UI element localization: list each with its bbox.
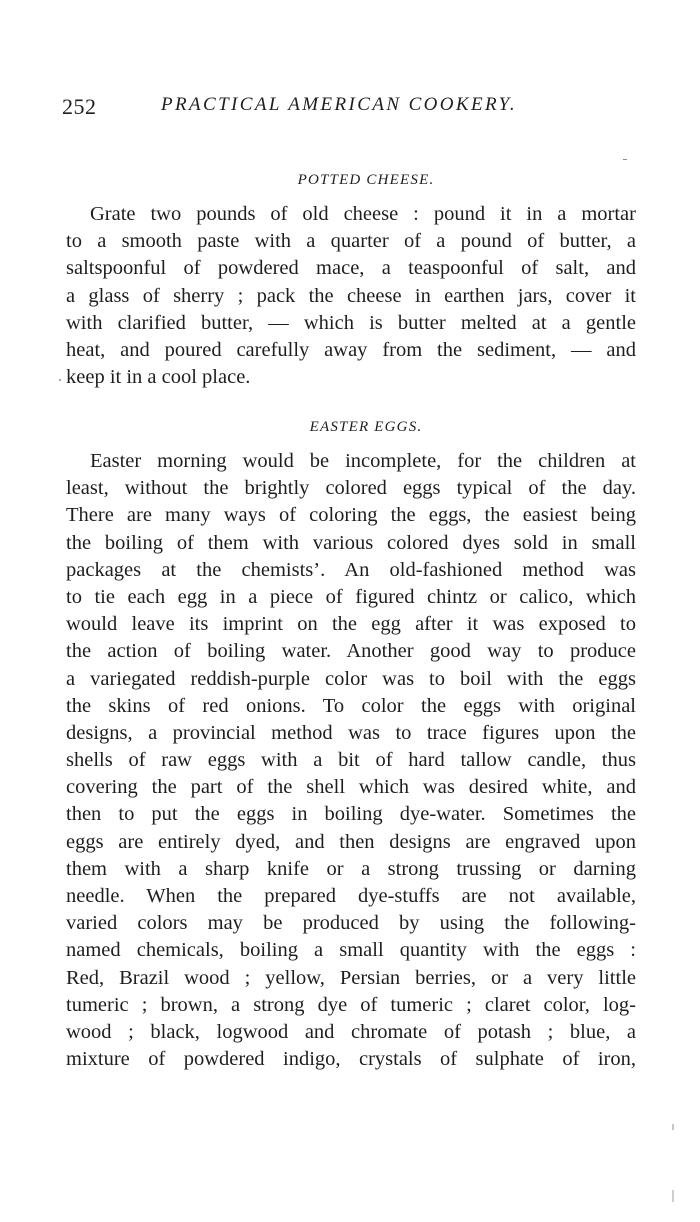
print-speck (623, 159, 627, 160)
running-title: PRACTICAL AMERICAN COOKERY. (161, 94, 517, 115)
text-line: wood ; black, logwood and chromate of potash ; blue, a (66, 1020, 636, 1043)
section-heading-easter-eggs: EASTER EGGS. (309, 419, 423, 435)
section-heading-potted-cheese: POTTED CHEESE. (297, 172, 435, 188)
text-line: eggs are entirely dyed, and then designs are engraved upon (66, 830, 636, 853)
print-speck (59, 379, 61, 381)
text-line: keep it in a cool place. (66, 366, 251, 389)
text-line: a glass of sherry ; pack the cheese in earthen jars, cover it (66, 284, 636, 307)
section-body-potted-cheese (66, 201, 636, 391)
text-line: shells of raw eggs with a bit of hard tallow candle, thus (66, 749, 636, 772)
page-number: 252 (62, 94, 97, 119)
text-line: heat, and poured carefully away from the sediment, — and (66, 338, 636, 361)
text-line: packages at the chemists’. An old-fashioned method was (66, 558, 636, 581)
text-line: Easter morning would be incomplete, for the children at (90, 450, 636, 472)
text-line: Grate two pounds of old cheese : pound it in a mortar (90, 203, 636, 225)
text-line: saltspoonful of powdered mace, a teaspoonful of salt, and (66, 257, 636, 280)
text-line: then to put the eggs in boiling dye-water. Sometimes the (66, 803, 636, 826)
text-line: There are many ways of coloring the eggs, the easiest being (66, 504, 636, 527)
text-line: the skins of red onions. To color the eggs with original (66, 694, 636, 717)
text-line: Red, Brazil wood ; yellow, Persian berries, or a very little (66, 966, 636, 989)
text-line: would leave its imprint on the egg after it was exposed to (66, 613, 636, 636)
text-line: least, without the brightly colored eggs typical of the day. (66, 477, 636, 500)
text-line: them with a sharp knife or a strong trussing or darning (66, 857, 636, 880)
text-line: to a smooth paste with a quarter of a pound of butter, a (66, 230, 636, 253)
text-line: named chemicals, boiling a small quantity with the eggs : (66, 939, 636, 962)
text-line: mixture of powdered indigo, crystals of sulphate of iron, (66, 1048, 636, 1071)
text-line: with clarified butter, — which is butter melted at a gentle (66, 311, 636, 334)
text-line: the boiling of them with various colored dyes sold in small (66, 531, 636, 554)
text-line: varied colors may be produced by using the following- (66, 912, 636, 935)
text-line: tumeric ; brown, a strong dye of tumeric ; claret color, log- (66, 993, 636, 1016)
running-header (62, 94, 636, 126)
print-speck (672, 1190, 674, 1202)
text-line: covering the part of the shell which was desired white, and (66, 776, 636, 799)
text-line: needle. When the prepared dye-stuffs are not available, (66, 885, 636, 907)
text-line: the action of boiling water. Another good way to produce (66, 640, 636, 663)
print-speck (672, 1124, 674, 1130)
text-line: designs, a provincial method was to trace figures upon the (66, 721, 636, 744)
section-body-easter-eggs (66, 448, 636, 1073)
text-line: to tie each egg in a piece of figured chintz or calico, which (66, 585, 636, 608)
text-line: a variegated reddish-purple color was to boil with the eggs (66, 667, 636, 690)
